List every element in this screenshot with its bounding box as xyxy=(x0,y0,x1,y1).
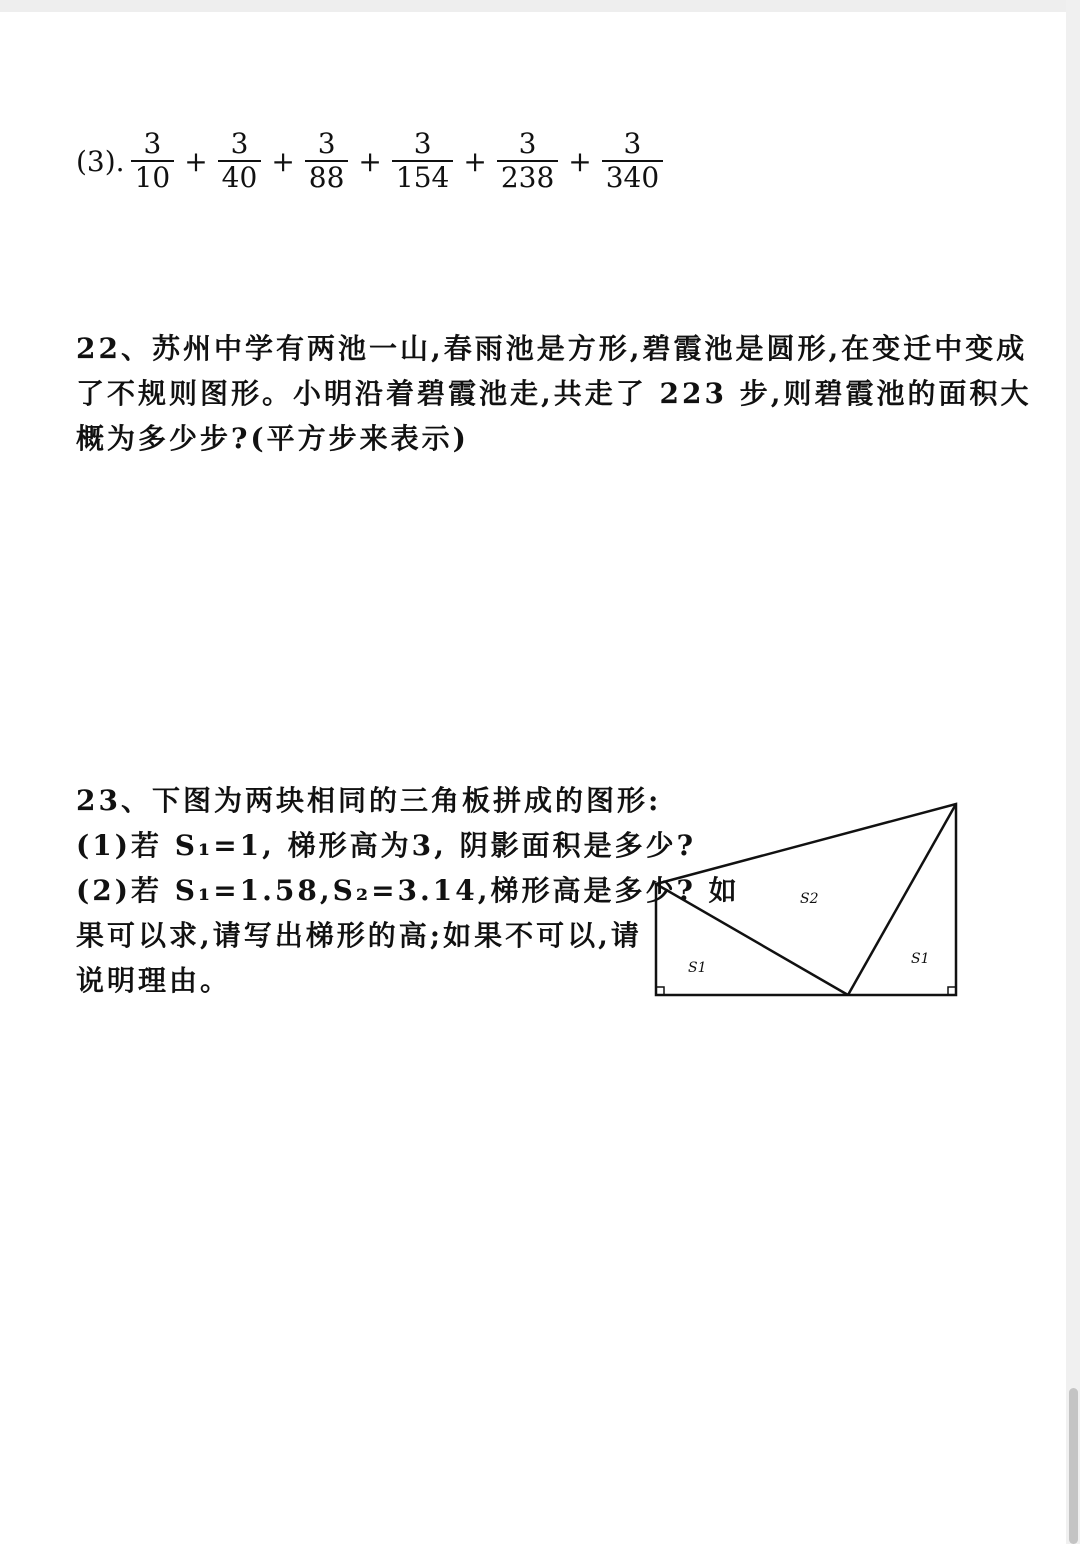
question-text-line: 23、下图为两块相同的三角板拼成的图形: xyxy=(76,784,662,817)
question-text-line: (2)若 S₁=1.58,S₂=3.14,梯形高是多少? 如 xyxy=(76,874,740,907)
denominator: 88 xyxy=(305,160,349,194)
question-23 xyxy=(76,778,740,1003)
fraction-6 xyxy=(602,128,663,194)
fraction-1 xyxy=(131,128,175,194)
numerator: 3 xyxy=(623,127,642,160)
fraction-2 xyxy=(218,128,262,194)
label-s2: S2 xyxy=(800,891,819,907)
left-triangle-hypotenuse xyxy=(656,884,848,995)
fraction-5 xyxy=(497,128,558,194)
numerator: 3 xyxy=(143,127,162,160)
numerator: 3 xyxy=(317,127,336,160)
label-s1-right: S1 xyxy=(911,951,930,967)
question-text-line: (1)若 S₁=1, 梯形高为3, 阴影面积是多少? xyxy=(76,829,697,862)
fraction-4 xyxy=(392,128,453,194)
denominator: 40 xyxy=(218,160,262,194)
trapezoid-diagram xyxy=(650,800,964,1000)
question-22 xyxy=(76,326,1032,461)
top-bar xyxy=(0,0,1080,12)
right-triangle-hypotenuse xyxy=(848,804,956,995)
label-s1-left: S1 xyxy=(688,960,707,976)
denominator: 238 xyxy=(497,160,558,194)
question-text-line: 了不规则图形。小明沿着碧霞池走,共走了 223 步,则碧霞池的面积大 xyxy=(76,377,1032,410)
numerator: 3 xyxy=(518,127,537,160)
fraction-sum-expression xyxy=(76,126,669,196)
plus-sign: + xyxy=(358,144,382,178)
numerator: 3 xyxy=(230,127,249,160)
question-text-line: 概为多少步?(平方步来表示) xyxy=(76,422,469,455)
plus-sign: + xyxy=(568,144,592,178)
trapezoid-figure xyxy=(650,800,964,1000)
vertical-scrollbar[interactable] xyxy=(1066,0,1080,1544)
plus-sign: + xyxy=(184,144,208,178)
scrollbar-thumb[interactable] xyxy=(1069,1388,1078,1544)
plus-sign: + xyxy=(463,144,487,178)
fraction-3 xyxy=(305,128,349,194)
question-text-line: 果可以求,请写出梯形的高;如果不可以,请 xyxy=(76,919,642,952)
denominator: 340 xyxy=(602,160,663,194)
numerator: 3 xyxy=(413,127,432,160)
question-text-line: 说明理由。 xyxy=(76,964,232,997)
question-text-line: 22、苏州中学有两池一山,春雨池是方形,碧霞池是圆形,在变迁中变成 xyxy=(76,332,1028,365)
denominator: 10 xyxy=(131,160,175,194)
plus-sign: + xyxy=(271,144,295,178)
denominator: 154 xyxy=(392,160,453,194)
expression-prefix: (3). xyxy=(76,144,125,178)
